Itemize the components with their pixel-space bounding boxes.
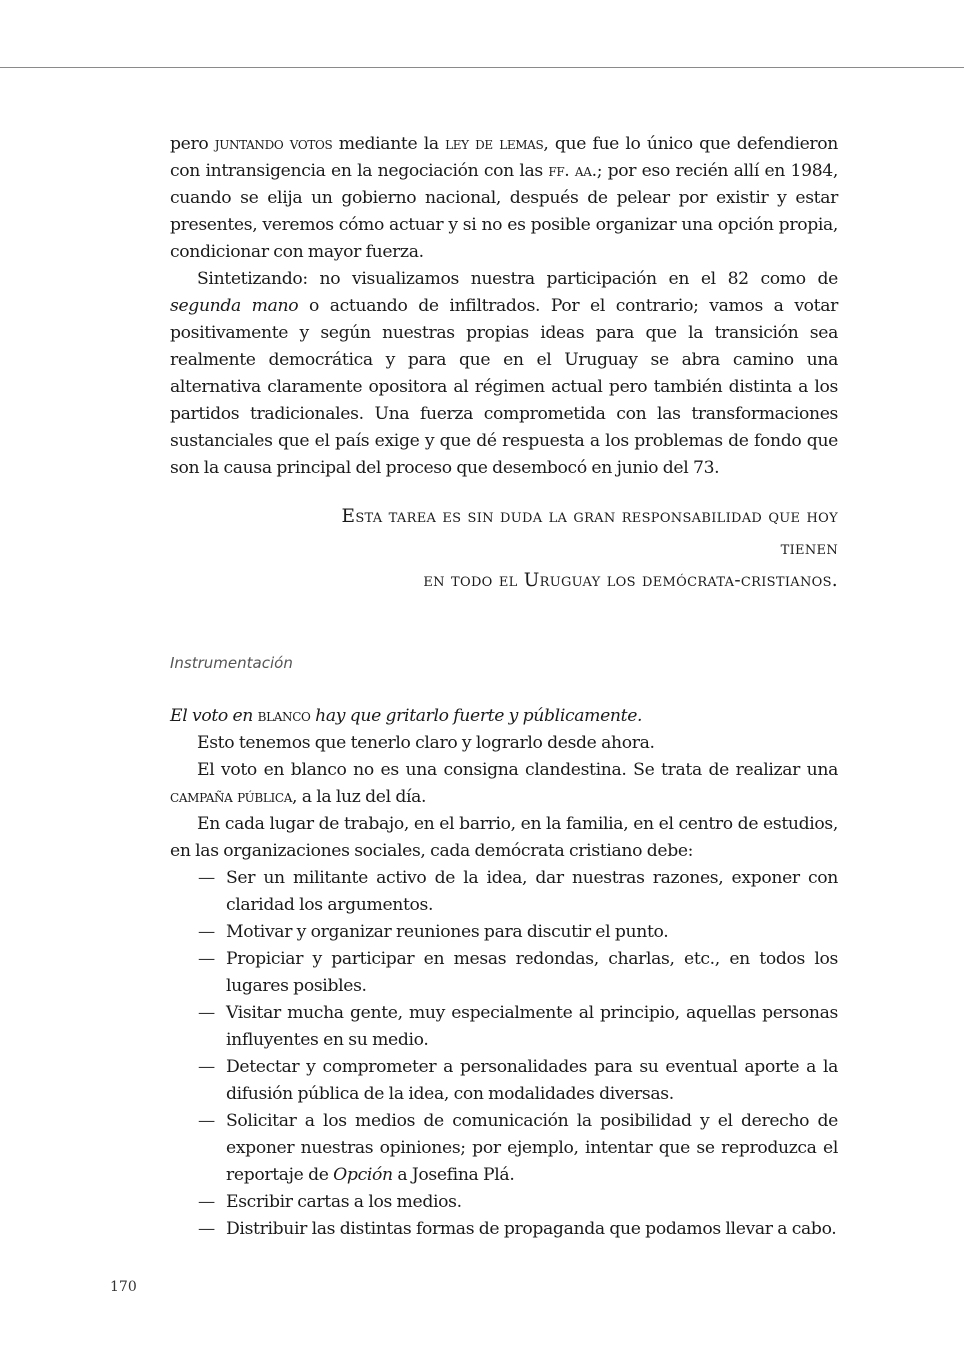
list-item: — Escribir cartas a los medios. bbox=[170, 1189, 838, 1216]
list-item: — Detectar y comprometer a personalidades para su eventual aporte a la difusión pública de la idea, con modalidades diversas. bbox=[170, 1054, 838, 1108]
italic-run: hay que gritarlo fuerte y públicamente. bbox=[310, 706, 643, 726]
small-caps-run: campaña pública bbox=[170, 787, 293, 807]
small-caps-run: ley de lemas bbox=[445, 134, 544, 154]
italic-run: El voto en bbox=[170, 706, 258, 726]
text-run: mediante la bbox=[332, 134, 446, 154]
list-item bbox=[170, 1108, 838, 1189]
small-caps-run: blanco bbox=[257, 706, 311, 726]
quote-line: en todo el Uruguay los demócrata-cristianos. bbox=[423, 570, 838, 591]
small-caps-run: ff. aa. bbox=[548, 161, 597, 181]
text-run: , a la luz del día. bbox=[292, 787, 427, 807]
text-run: El voto en blanco no es una consigna clandestina. Se trata de realizar una bbox=[197, 760, 838, 780]
text-run: ; por eso recién allí en 1984, cuando se elija un gobierno nacional, después de pelear por existir y estar presentes, veremos cómo actuar y si no es posible organizar una opción propia, condicionar con mayor fuerza. bbox=[170, 161, 838, 262]
italic-run: segunda mano bbox=[170, 296, 299, 316]
paragraph-2 bbox=[170, 266, 838, 482]
paragraph-5 bbox=[170, 757, 838, 811]
italic-run: Opción bbox=[333, 1165, 393, 1185]
list-item: — Motivar y organizar reuniones para discutir el punto. bbox=[170, 919, 838, 946]
list-item: — Distribuir las distintas formas de propaganda que podamos llevar a cabo. bbox=[170, 1216, 838, 1243]
list-item: — Visitar mucha gente, muy especialmente al principio, aquellas personas influyentes en su medio. bbox=[170, 1000, 838, 1054]
small-caps-run: juntando votos bbox=[214, 134, 333, 154]
text-run: o actuando de infiltrados. Por el contrario; vamos a votar positivamente y según nuestras propias ideas para que la transición sea realmente democrática y para que en el Uruguay se abra camino una alternativa claramente opositora al régimen actual pero también distinta a los partidos tradicionales. Una fuerza comprometida con las transformaciones sustanciales que el país exige y que dé respuesta a los problemas de fondo que son la causa principal del proceso que desembocó en junio del 73. bbox=[170, 296, 838, 478]
text-run: , que fue lo único que defendieron con intransigencia en la negociación con las bbox=[170, 134, 839, 181]
text-run: a Josefina Plá. bbox=[392, 1165, 515, 1185]
text-run: Sintetizando: no visualizamos nuestra participación en el 82 como de bbox=[197, 269, 838, 289]
task-list bbox=[170, 865, 838, 1243]
body-text bbox=[170, 131, 838, 1243]
section-heading: Instrumentación bbox=[170, 654, 293, 672]
header-rule bbox=[0, 67, 964, 68]
paragraph-4: Esto tenemos que tenerlo claro y lograrlo desde ahora. bbox=[197, 733, 655, 753]
quote-line: Esta tarea es sin duda la gran responsabilidad que hoy bbox=[341, 506, 838, 527]
closing-quote bbox=[170, 501, 838, 597]
paragraph-1 bbox=[170, 131, 838, 266]
paragraph-6: En cada lugar de trabajo, en el barrio, en la familia, en el centro de estudios, en las organizaciones sociales, cada demócrata cristiano debe: bbox=[170, 814, 838, 861]
text-run: Solicitar a los medios de comunicación la posibilidad y el derecho de exponer nuestras opiniones; por ejemplo, intentar que se reproduzca el reportaje de bbox=[226, 1111, 838, 1185]
list-item: — Propiciar y participar en mesas redondas, charlas, etc., en todos los lugares posibles. bbox=[170, 946, 838, 1000]
list-item: — Ser un militante activo de la idea, dar nuestras razones, exponer con claridad los argumentos. bbox=[170, 865, 838, 919]
quote-line: tienen bbox=[780, 538, 838, 559]
paragraph-3 bbox=[170, 703, 838, 730]
page-number: 170 bbox=[110, 1279, 137, 1295]
text-run: pero bbox=[170, 134, 215, 154]
